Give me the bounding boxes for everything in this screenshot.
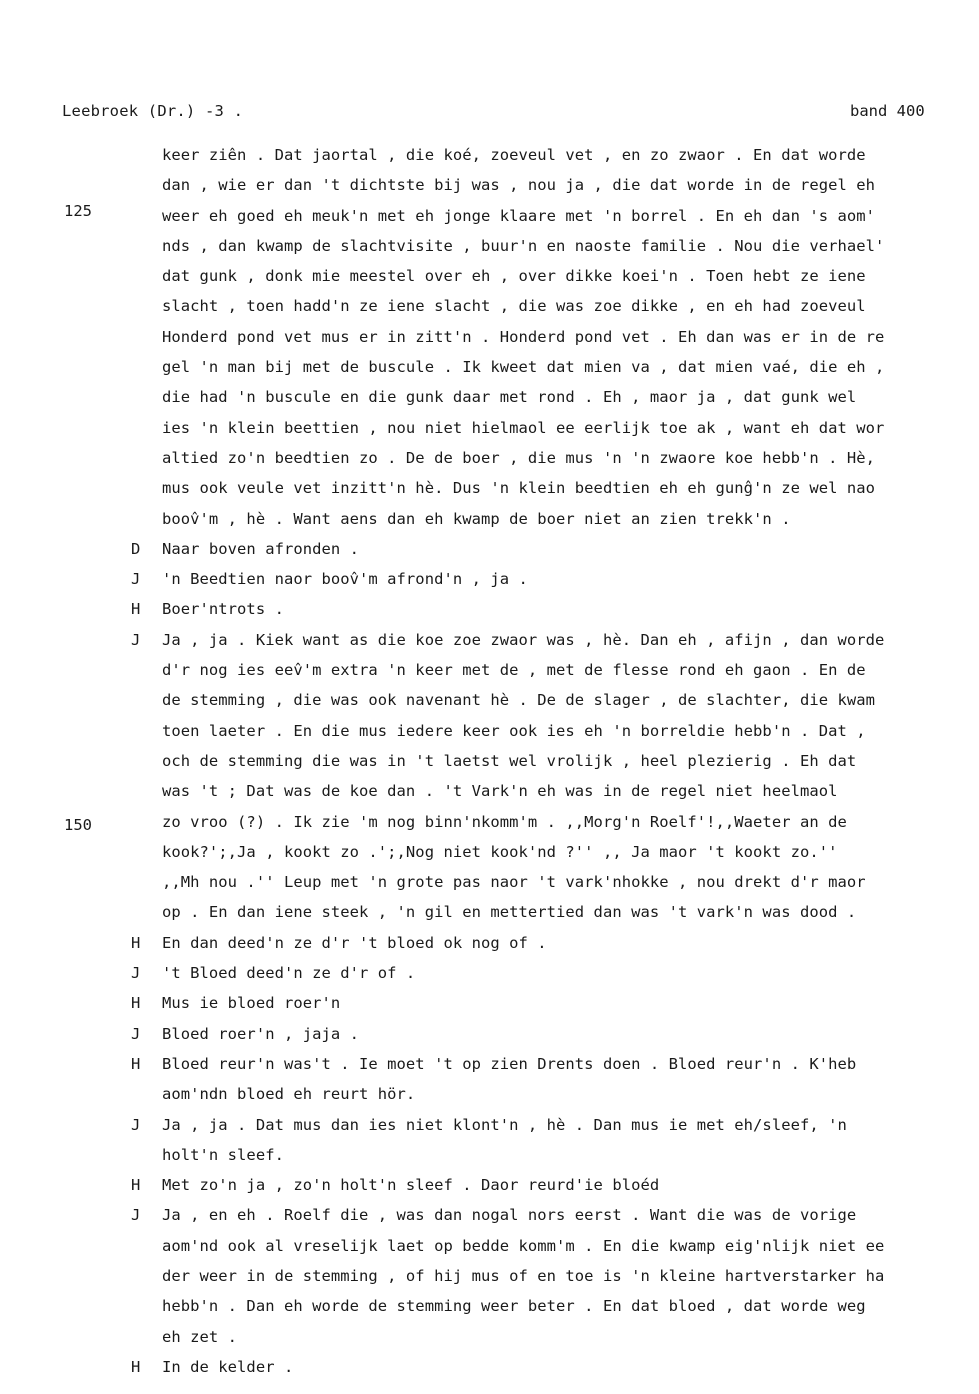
transcript-line <box>0 807 979 837</box>
transcript-line <box>0 655 979 685</box>
speaker-label: H <box>131 994 141 1013</box>
transcript-line <box>0 1170 979 1200</box>
line-text: Met zo'n ja , zo'n holt'n sleef . Daor reurd'ie bloéd <box>162 1176 660 1195</box>
transcript-line <box>0 231 979 261</box>
transcript-line <box>0 685 979 715</box>
line-text: Honderd pond vet mus er in zitt'n . Honderd pond vet . Eh dan was er in de re <box>162 327 885 346</box>
transcript-line <box>0 746 979 776</box>
transcript-line <box>0 352 979 382</box>
transcript-line <box>0 201 979 231</box>
transcript-line <box>0 625 979 655</box>
transcript-line <box>0 1261 979 1291</box>
transcript-line <box>0 1322 979 1352</box>
band-number: band 400 <box>850 102 925 120</box>
transcript-line <box>0 504 979 534</box>
line-text: nds , dan kwamp de slachtvisite , buur'n en naoste familie . Nou die verhael' <box>162 236 885 255</box>
line-text: boov̂'m , hè . Want aens dan eh kwamp de boer niet an zien trekk'n . <box>162 509 791 528</box>
transcript-line <box>0 564 979 594</box>
line-text: 't Bloed deed'n ze d'r of . <box>162 964 416 983</box>
speaker-label: J <box>131 1024 141 1043</box>
speaker-label: H <box>131 600 141 619</box>
transcript-line <box>0 322 979 352</box>
line-text: Naar boven afronden . <box>162 539 360 558</box>
speaker-label: J <box>131 1206 141 1225</box>
line-text: altied zo'n beedtien zo . De de boer , die mus 'n 'n zwaore koe hebb'n . Hè, <box>162 448 876 467</box>
line-text: ies 'n klein beettien , nou niet hielmaol ee eerlijk toe ak , want eh dat wor <box>162 418 885 437</box>
transcript-line <box>0 897 979 927</box>
transcript-line <box>0 1200 979 1230</box>
transcript-line <box>0 382 979 412</box>
transcript-body <box>0 140 979 1382</box>
line-text: holt'n sleef. <box>162 1145 284 1164</box>
line-number-150: 150 <box>64 816 92 834</box>
line-text: weer eh goed eh meuk'n met eh jonge klaare met 'n borrel . En eh dan 's aom' <box>162 206 876 225</box>
line-text: 'n Beedtien naor boov̂'m afrond'n , ja . <box>162 570 528 589</box>
line-text: keer ziên . Dat jaortal , die koé, zoeveul vet , en zo zwaor . En dat worde <box>162 146 866 164</box>
speaker-label: J <box>131 964 141 983</box>
line-text: toen laeter . En die mus iedere keer ook ies eh 'n borreldie hebb'n . Dat , <box>162 721 866 740</box>
line-text: Bloed reur'n was't . Ie moet 't op zien Drents doen . Bloed reur'n . K'heb <box>162 1054 857 1073</box>
speaker-label: J <box>131 630 141 649</box>
transcript-line <box>0 867 979 897</box>
speaker-label: J <box>131 1115 141 1134</box>
transcript-line <box>0 170 979 200</box>
transcript-line <box>0 1019 979 1049</box>
transcript-line <box>0 988 979 1018</box>
speaker-label: H <box>131 1176 141 1195</box>
transcript-line <box>0 443 979 473</box>
speaker-label: H <box>131 933 141 952</box>
transcript-line <box>0 716 979 746</box>
line-text: aom'ndn bloed eh reurt hör. <box>162 1085 416 1104</box>
speaker-label: D <box>131 539 141 558</box>
speaker-label: J <box>131 570 141 589</box>
transcript-line <box>0 594 979 624</box>
line-text: Ja , en eh . Roelf die , was dan nogal nors eerst . Want die was de vorige <box>162 1206 857 1225</box>
line-text: slacht , toen hadd'n ze iene slacht , die was zoe dikke , en eh had zoeveul <box>162 297 866 316</box>
speaker-label: H <box>131 1054 141 1073</box>
line-text: eh zet . <box>162 1327 238 1346</box>
line-text: In de kelder . <box>162 1357 294 1376</box>
line-text: kook?';,Ja , kookt zo .';,Nog niet kook'nd ?'' ,, Ja maor 't kookt zo.'' <box>162 842 838 861</box>
transcript-line <box>0 413 979 443</box>
line-text: En dan deed'n ze d'r 't bloed ok nog of . <box>162 933 547 952</box>
transcript-line <box>0 776 979 806</box>
line-text: mus ook veule vet inzitt'n hè. Dus 'n klein beedtien eh eh gunĝ'n ze wel nao <box>162 479 876 498</box>
line-text: op . En dan iene steek , 'n gil en mettertied dan was 't vark'n was dood . <box>162 903 857 922</box>
line-text: d'r nog ies eev̂'m extra 'n keer met de , met de flesse rond eh gaon . En de <box>162 661 866 680</box>
transcript-line <box>0 473 979 503</box>
transcript-line <box>0 291 979 321</box>
line-text: hebb'n . Dan eh worde de stemming weer beter . En dat bloed , dat worde weg <box>162 1297 866 1316</box>
transcript-line <box>0 1049 979 1079</box>
line-text: zo vroo (?) . Ik zie 'm nog binn'nkomm'm . ,,Morg'n Roelf'!,,Waeter an de <box>162 812 847 831</box>
line-text: Ja , ja . Kiek want as die koe zoe zwaor was , hè. Dan eh , afijn , dan worde <box>162 630 885 649</box>
line-text: de stemming , die was ook navenant hè . De de slager , de slachter, die kwam <box>162 691 876 710</box>
line-text: dat gunk , donk mie meestel over eh , over dikke koei'n . Toen hebt ze iene <box>162 267 866 286</box>
line-text: Mus ie bloed roer'n <box>162 994 341 1013</box>
line-text: Bloed roer'n , jaja . <box>162 1024 360 1043</box>
line-text: och de stemming die was in 't laetst wel vrolijk , heel plezierig . Eh dat <box>162 751 857 770</box>
transcript-line <box>0 140 979 170</box>
transcript-line <box>0 928 979 958</box>
transcript-line <box>0 1079 979 1109</box>
page-header-title: Leebroek (Dr.) -3 . <box>62 102 244 120</box>
line-text: dan , wie er dan 't dichtste bij was , nou ja , die dat worde in de regel eh <box>162 176 876 195</box>
transcript-line <box>0 261 979 291</box>
transcript-line <box>0 958 979 988</box>
transcript-line <box>0 837 979 867</box>
transcript-line <box>0 534 979 564</box>
line-text: was 't ; Dat was de koe dan . 't Vark'n eh was in de regel niet heelmaol <box>162 782 838 801</box>
speaker-label: H <box>131 1357 141 1376</box>
line-text: aom'nd ook al vreselijk laet op bedde komm'm . En die kwamp eig'nlijk niet ee <box>162 1236 885 1255</box>
transcript-line <box>0 1352 979 1382</box>
line-text: die had 'n buscule en die gunk daar met rond . Eh , maor ja , dat gunk wel <box>162 388 857 407</box>
line-number-125: 125 <box>64 202 92 220</box>
transcript-line <box>0 1291 979 1321</box>
transcript-line <box>0 1110 979 1140</box>
line-text: Ja , ja . Dat mus dan ies niet klont'n , hè . Dan mus ie met eh/sleef, 'n <box>162 1115 847 1134</box>
line-text: Boer'ntrots . <box>162 600 284 619</box>
line-text: der weer in de stemming , of hij mus of en toe is 'n kleine hartverstarker ha <box>162 1266 885 1285</box>
transcript-line <box>0 1140 979 1170</box>
line-text: gel 'n man bij met de buscule . Ik kweet dat mien va , dat mien vaé, die eh , <box>162 358 885 377</box>
line-text: ,,Mh nou .'' Leup met 'n grote pas naor 't vark'nhokke , nou drekt d'r maor <box>162 873 866 892</box>
transcript-line <box>0 1231 979 1261</box>
